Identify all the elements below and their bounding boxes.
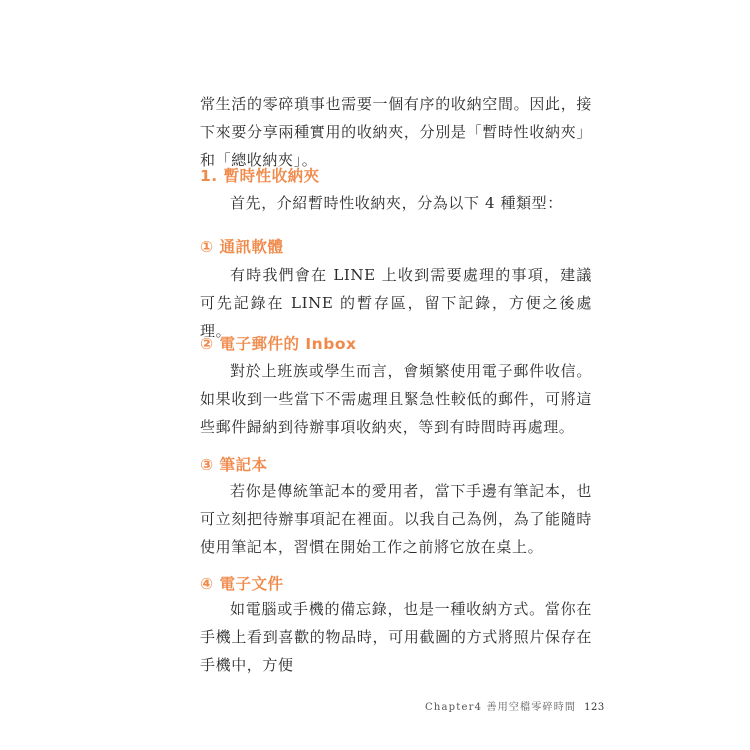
section-intro-paragraph: 首先，介紹暫時性收納夾，分為以下 4 種類型： [230,194,563,212]
item-paragraph-messaging-app: 有時我們會在 LINE 上收到需要處理的事項，建議可先記錄在 LINE 的暫存區，留下記錄，方便之後處理。 [200,266,592,340]
page-footer [425,698,605,713]
item-paragraph-digital-document: 如電腦或手機的備忘錄，也是一種收納方式。當你在手機上看到喜歡的物品時，可用截圖的方式將照片保存在手機中，方便 [200,600,592,674]
item-heading-digital-document: ④ 電子文件 [200,575,284,593]
item-heading-messaging-app: ① 通訊軟體 [200,238,284,256]
item-heading-notebook: ③ 筆記本 [200,456,268,474]
page-number: 123 [584,702,605,713]
intro-paragraph: 常生活的零碎瑣事也需要一個有序的收納空間。因此，接下來要分享兩種實用的收納夾，分別是「暫時性收納夾」和「總收納夾」。 [200,95,592,169]
item-heading-email-inbox: ② 電子郵件的 Inbox [200,335,357,353]
item-paragraph-notebook: 若你是傳統筆記本的愛用者，當下手邊有筆記本，也可立刻把待辦事項記在裡面。以我自己為例，為了能隨時使用筆記本，習慣在開始工作之前將它放在桌上。 [200,482,592,556]
item-paragraph-email-inbox: 對於上班族或學生而言，會頻繁使用電子郵件收信。如果收到一些當下不需處理且緊急性較低的郵件，可將這些郵件歸納到待辦事項收納夾，等到有時間時再處理。 [200,362,592,436]
section-heading-temporary-folder: 1. 暫時性收納夾 [200,167,320,185]
footer-chapter-title: Chapter4 善用空檔零碎時間 [425,702,577,713]
